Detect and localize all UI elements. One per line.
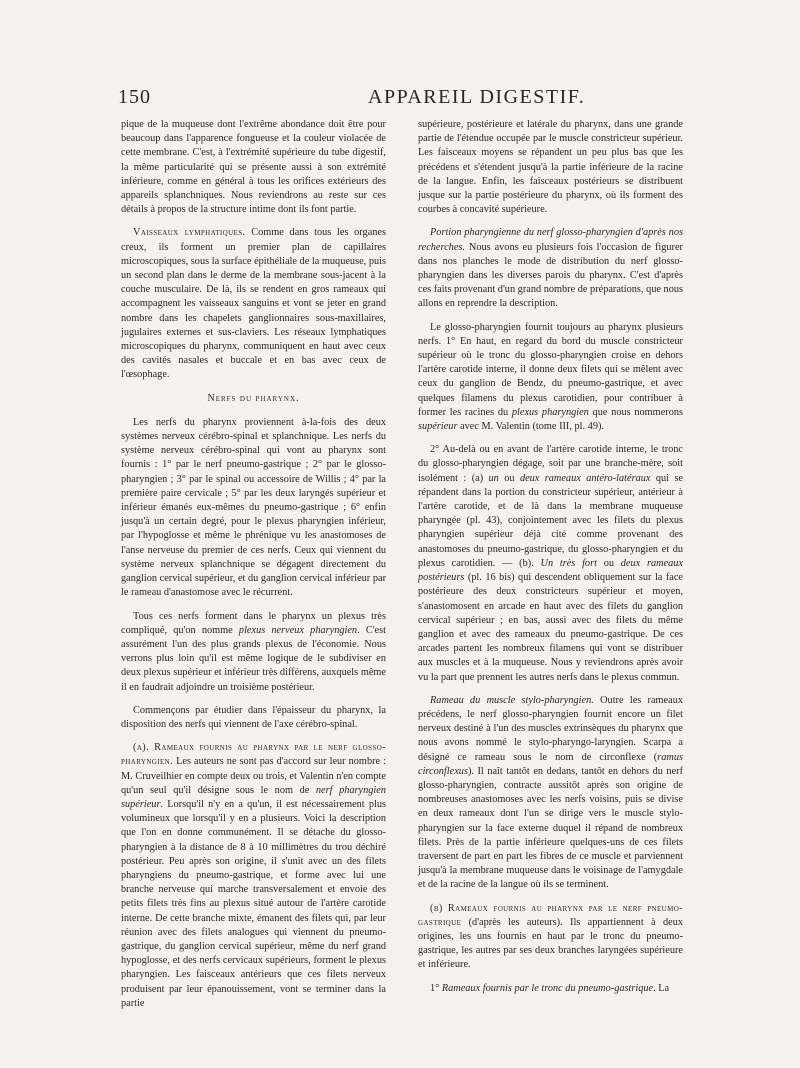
paragraph: Portion pharyngienne du nerf glosso-pharyngien d'après nos recherches. Nous avons eu plusieurs fois l'occasion de figurer dans nos planches le mode de distribution du nerf glosso-pharyngien dans les diverses parois du pharynx. C'est d'après ces faits provenant d'un grand nombre de préparations, que nous allons en reprendre la description.: [418, 227, 683, 310]
running-title: APPAREIL DIGESTIF.: [368, 86, 586, 108]
paragraph: 2° Au-delà ou en avant de l'artère carotide interne, le tronc du glosso-pharyngien dégage, soit par une branche-mère, soit isolément : (a) un ou deux rameaux antéro-latéraux qui se répandent dans la portion du constricteur supérieur, antérieur à l'artère carotide, et de là dans la membrane muqueuse pharyngée (pl. 43), conjointement avec les filets du plexus pharyngien supérieur déjà cité comme provenant des anastomoses du pneumo-gastrique, du glosso-pharyngien et du plexus carotidien. — (b). Un très fort ou deux rameaux postérieurs (pl. 16 bis) qui descendent obliquement sur la face postérieure des deux constricteurs supérieur et moyen, s'anastomosent en arcade en haut avec des filets du ganglion cervical supérieur ; en bas, aussi avec des filets du même ganglion et avec des rameaux du pneumo-gastrique. De ces arcades partent les nombreux filamens qui vont se distribuer aux muscles et à la muqueuse. Nous y reviendrons après avoir vu la part que prennent les autres nerfs dans le plexus commun.: [418, 444, 683, 683]
paragraph: supérieure, postérieure et latérale du pharynx, dans une grande partie de l'étendue occupée par le muscle constricteur supérieur. Les faisceaux moyens se répandent un peu plus bas que les précédens et s'étendent jusqu'à la partie inférieure de la racine de la langue. Enfin, les faisceaux postérieurs se distribuent jusque sur la partie postérieure du pharynx, où ils forment des courbes à concavité supérieure.: [418, 119, 683, 216]
paragraph: pique de la muqueuse dont l'extrême abondance doit être pour beaucoup dans l'apparence fongueuse et la couleur violacée de cette membrane. C'est, à l'extrémité supérieure du tube digestif, la même particularité qui se présente aussi à son extrémité inférieure, comme en général à tous les orifices extérieurs des appareils splanchniques. Nous reviendrons au reste sur ces détails à propos de la structure intime dont ils font partie.: [121, 119, 386, 216]
run-in-heading: (b) Rameaux fournis au pharynx par le nerf pneumo-gastrique: [418, 902, 683, 928]
page-number: 150: [118, 86, 151, 108]
run-in-heading: Rameau du muscle stylo-pharyngien.: [430, 694, 594, 706]
paragraph: Le glosso-pharyngien fournit toujours au pharynx plusieurs nerfs. 1° En haut, en regard du bord du muscle constricteur supérieur où le tronc du glosso-pharyngien croise en dehors l'artère carotide interne, il donne deux filets qui se mêlent avec ceux du ganglion de Bendz, du pneumo-gastrique, et avec quelques filamens du plexus carotidien, pour contribuer à former les racines du plexus pharyngien que nous nommerons supérieur avec M. Valentin (tome III, pl. 49).: [418, 321, 683, 433]
paragraph: Tous ces nerfs forment dans le pharynx un plexus très compliqué, qu'on nomme plexus nerveux pharyngien. C'est assurément l'un des plus grands plexus de l'économie. Nous verrons plus loin qu'il est même logique de le subdiviser en deux plexus supérieur et inférieur très différens, auxquels même il en faudrait adjoindre un troisième postérieur.: [121, 610, 386, 693]
run-in-heading: Portion pharyngienne du nerf glosso-pharyngien d'après nos recherches.: [418, 227, 683, 253]
run-in-heading: Vaisseaux lymphatiques.: [133, 227, 246, 239]
run-in-heading: (a). Rameaux fournis au pharynx par le nerf glosso-pharyngien.: [121, 742, 386, 768]
paragraph: (b) Rameaux fournis au pharynx par le nerf pneumo-gastrique (d'après les auteurs). Ils appartiennent à deux origines, les uns fournis en haut par le tronc du pneumo-gastrique, les autres par ses deux branches laryngées supérieure et inférieure.: [418, 902, 683, 971]
paragraph: Les nerfs du pharynx proviennent à-la-fois des deux systèmes nerveux cérébro-spinal et splanchnique. Les nerfs du système nerveux cérébro-spinal qui vont au pharynx sont fournis : 1° par le nerf pneumo-gastrique ; 2° par le glosso-pharyngien ; 3° par le spinal ou accessoire de Willis ; 4° par la première paire cervicale ; 5° par les deux laryngés supérieur et inférieur émanés eux-mêmes du pneumo-gastrique ; 6° enfin jusqu'à un certain degré, pour le plexus pharyngien inférieur, par l'hypoglosse et même le phrénique vu les anastomoses de l'anse nerveuse du premier de ces nerfs. Ceux qui viennent du système nerveux splanchnique se dégagent directement du ganglion cervical supérieur, et du ganglion cervical inférieur par le rameau d'anastomose avec le récurrent.: [121, 416, 386, 599]
paragraph: Vaisseaux lymphatiques. Comme dans tous les organes creux, ils forment un premier plan de capillaires microscopiques, sous la surface épithéliale de la muqueuse, puis un second plan dans le derme de la membrane sous-jacent à la couche musculaire. De là, ils se rendent en gros rameaux qui accompagnent les vaisseaux sanguins et vont se jeter en grand nombre dans les chapelets ganglionnaires sous-maxillaires, jugulaires externes et sus-claviers. Les réseaux lymphatiques microscopiques du pharynx, communiquent en haut avec ceux des cavités nasales et buccale et en bas avec ceux de l'œsophage.: [121, 227, 386, 381]
section-heading: Nerfs du pharynx.: [207, 392, 300, 404]
page-header: [118, 86, 683, 110]
paragraph: Commençons par étudier dans l'épaisseur du pharynx, la disposition des nerfs qui viennent de l'axe cérébro-spinal.: [121, 704, 386, 730]
paragraph: Rameau du muscle stylo-pharyngien. Outre les rameaux précédens, le nerf glosso-pharyngien fournit encore un filet nerveux destiné à l'un des muscles extrinsèques du pharynx que nous avons nommé le stylo-pharyngo-laryngien. Scarpa a désigné ce rameau sous le nom de circonflexe (ramus circonflexus). Il naît tantôt en dedans, tantôt en dehors du nerf glosso-pharyngien, contracte aussitôt après son origine de nombreuses anastomoses avec les nerfs voisins, puis se divise en deux rameaux dont l'un se dirige vers le muscle stylo-pharyngien sur la face externe duquel il répand de nombreux filets. Près de la partie inférieure quelques-uns de ces filets traversent de part en part les fibres de ce muscle et parviennent jusqu'à la membrane muqueuse dans le voisinage de l'amygdale et de la racine de la langue où ils se terminent.: [418, 694, 683, 891]
paragraph: (a). Rameaux fournis au pharynx par le nerf glosso-pharyngien. Les auteurs ne sont pas d'accord sur leur nombre : M. Cruveilhier en compte deux ou trois, et Valentin n'en compte qu'un seul qu'il désigne sous le nom de nerf pharyngien supérieur. Lorsqu'il n'y en a qu'un, il est nécessairement plus volumineux que lorsqu'il y en a plusieurs. Voici la description que l'on en donne communément. Il se détache du glosso-pharyngien à la distance de 8 à 10 millimètres du trou déchiré postérieur. Peu après son origine, il s'unit avec un des filets pharyngiens du pneumo-gastrique, et forme avec lui une branche nerveuse qui marche transversalement et envoie des petits filets très fins au plexus situé autour de l'artère carotide interne. De cette branche mixte, émanent des filets qui, par leur réunion avec des filets analogues qui viennent du pneumo-gastrique, du ganglion cervical supérieur, même du nerf grand hypoglosse, et des nerfs cervicaux supérieurs, forment le plexus pharyngien. Les faisceaux antérieurs que ces filets nerveux produisent par leur épanouissement, vont se terminer dans la partie: [121, 742, 386, 1009]
paragraph: 1° Rameaux fournis par le tronc du pneumo-gastrique. La: [430, 982, 670, 994]
left-column: [121, 118, 386, 1020]
right-column: [418, 118, 683, 1005]
